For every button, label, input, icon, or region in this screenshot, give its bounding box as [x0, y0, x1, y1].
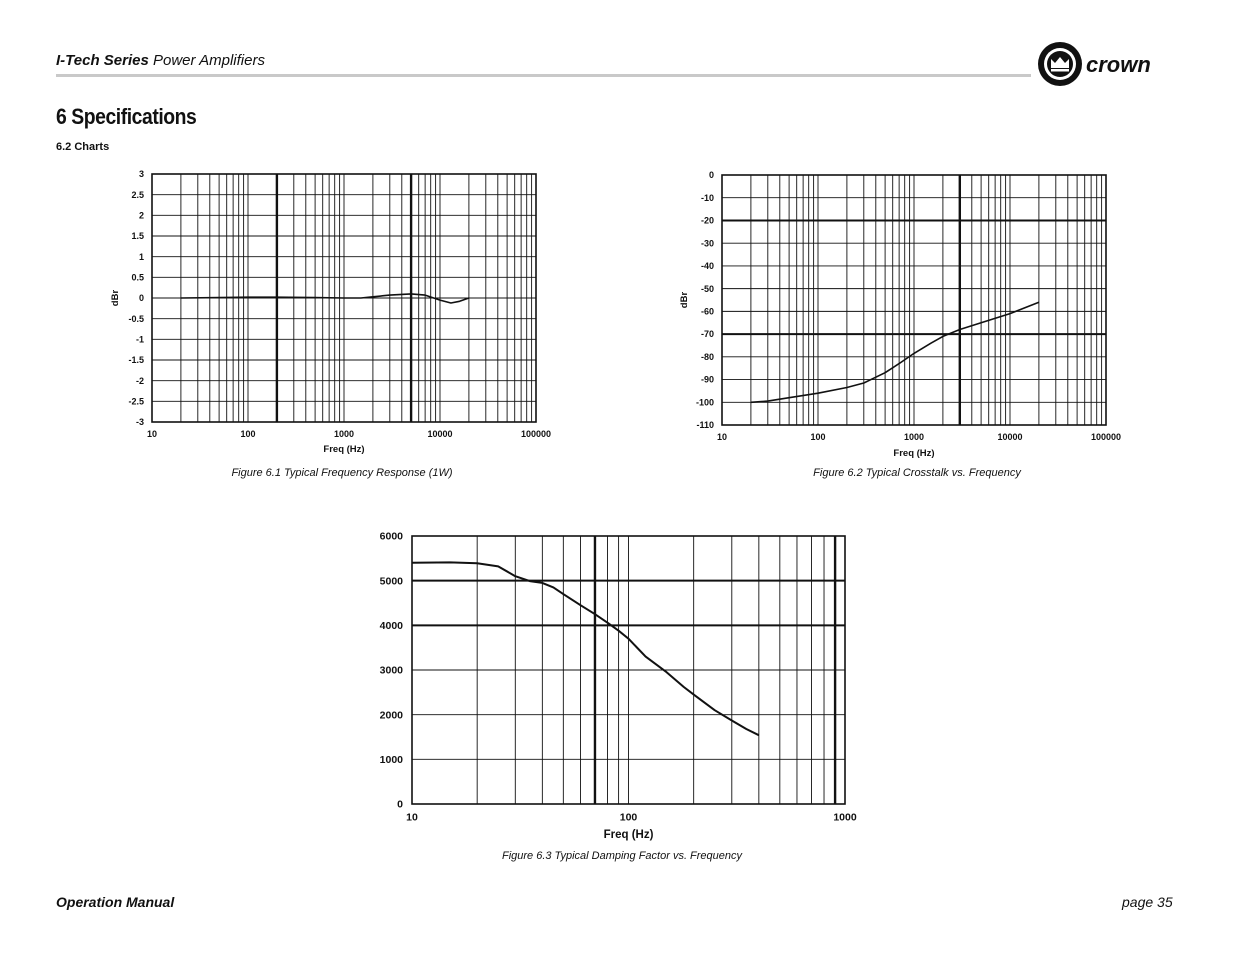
- x-tick-label: 1000: [333, 429, 355, 439]
- y-tick-label: 0: [138, 293, 144, 304]
- footer-page-number: page 35: [1122, 894, 1173, 910]
- y-tick-label: 5000: [379, 575, 403, 588]
- y-tick-label: 0.5: [131, 272, 144, 283]
- x-axis-label: Freq (Hz): [893, 448, 935, 459]
- x-tick-label: 1000: [903, 432, 925, 442]
- x-tick-label: 100: [240, 429, 256, 439]
- section-title: 6 Specifications: [56, 104, 197, 129]
- x-tick-label: 10: [146, 429, 158, 439]
- x-tick-label: 10: [716, 432, 728, 442]
- y-tick-label: -80: [700, 351, 714, 362]
- y-axis-label: dBr: [679, 291, 690, 309]
- section-subtitle: 6.2 Charts: [56, 141, 110, 153]
- y-tick-label: 1: [138, 251, 144, 262]
- y-tick-label: 2000: [379, 709, 403, 722]
- y-tick-label: -0.5: [128, 313, 144, 324]
- y-tick-label: -100: [695, 397, 714, 408]
- x-tick-label: 10000: [427, 429, 453, 439]
- x-tick-label: 100: [619, 811, 638, 824]
- data-series-line: [412, 562, 759, 735]
- logo-wordmark: crown: [1086, 52, 1151, 77]
- x-tick-label: 10: [406, 811, 418, 824]
- y-tick-label: 0: [708, 170, 714, 181]
- y-tick-label: 4000: [379, 620, 403, 633]
- y-tick-label: -110: [696, 420, 714, 431]
- y-tick-label: 2.5: [131, 189, 144, 200]
- x-axis-label: Freq (Hz): [323, 444, 365, 455]
- y-tick-label: 6000: [379, 530, 403, 543]
- footer-manual-title: Operation Manual: [56, 894, 175, 910]
- y-tick-label: -40: [700, 261, 714, 272]
- y-tick-label: -60: [700, 306, 714, 317]
- figure-6-2-caption: Figure 6.2 Typical Crosstalk vs. Frequency: [813, 467, 1021, 479]
- y-tick-label: 3000: [379, 664, 403, 677]
- y-tick-label: -10: [700, 192, 714, 203]
- y-tick-label: -20: [700, 215, 714, 226]
- series-description: Power Amplifiers: [148, 52, 265, 69]
- y-tick-label: -1: [135, 334, 144, 345]
- y-tick-label: -50: [700, 283, 714, 294]
- y-tick-label: 1000: [379, 754, 403, 767]
- series-name: I-Tech Series: [56, 52, 149, 69]
- y-tick-label: 3: [138, 169, 144, 180]
- y-tick-label: -30: [700, 238, 714, 249]
- y-tick-label: 2: [138, 210, 144, 221]
- y-tick-label: -2: [135, 375, 144, 386]
- y-tick-label: -3: [135, 417, 144, 428]
- y-tick-label: -90: [700, 374, 714, 385]
- x-tick-label: 100000: [1090, 432, 1122, 442]
- x-axis-label: Freq (Hz): [603, 829, 654, 841]
- y-tick-label: 0: [397, 798, 403, 811]
- x-tick-label: 100000: [520, 429, 552, 439]
- y-tick-label: -1.5: [128, 355, 144, 366]
- y-tick-label: 1.5: [131, 231, 144, 242]
- x-tick-label: 1000: [833, 811, 857, 824]
- x-tick-label: 100: [810, 432, 826, 442]
- figure-6-1-caption: Figure 6.1 Typical Frequency Response (1W): [231, 467, 453, 479]
- figure-6-3-caption: Figure 6.3 Typical Damping Factor vs. Frequency: [501, 850, 743, 862]
- y-tick-label: -2.5: [128, 396, 144, 407]
- y-tick-label: -70: [700, 329, 714, 340]
- y-axis-label: dBr: [110, 289, 121, 307]
- x-tick-label: 10000: [997, 432, 1023, 442]
